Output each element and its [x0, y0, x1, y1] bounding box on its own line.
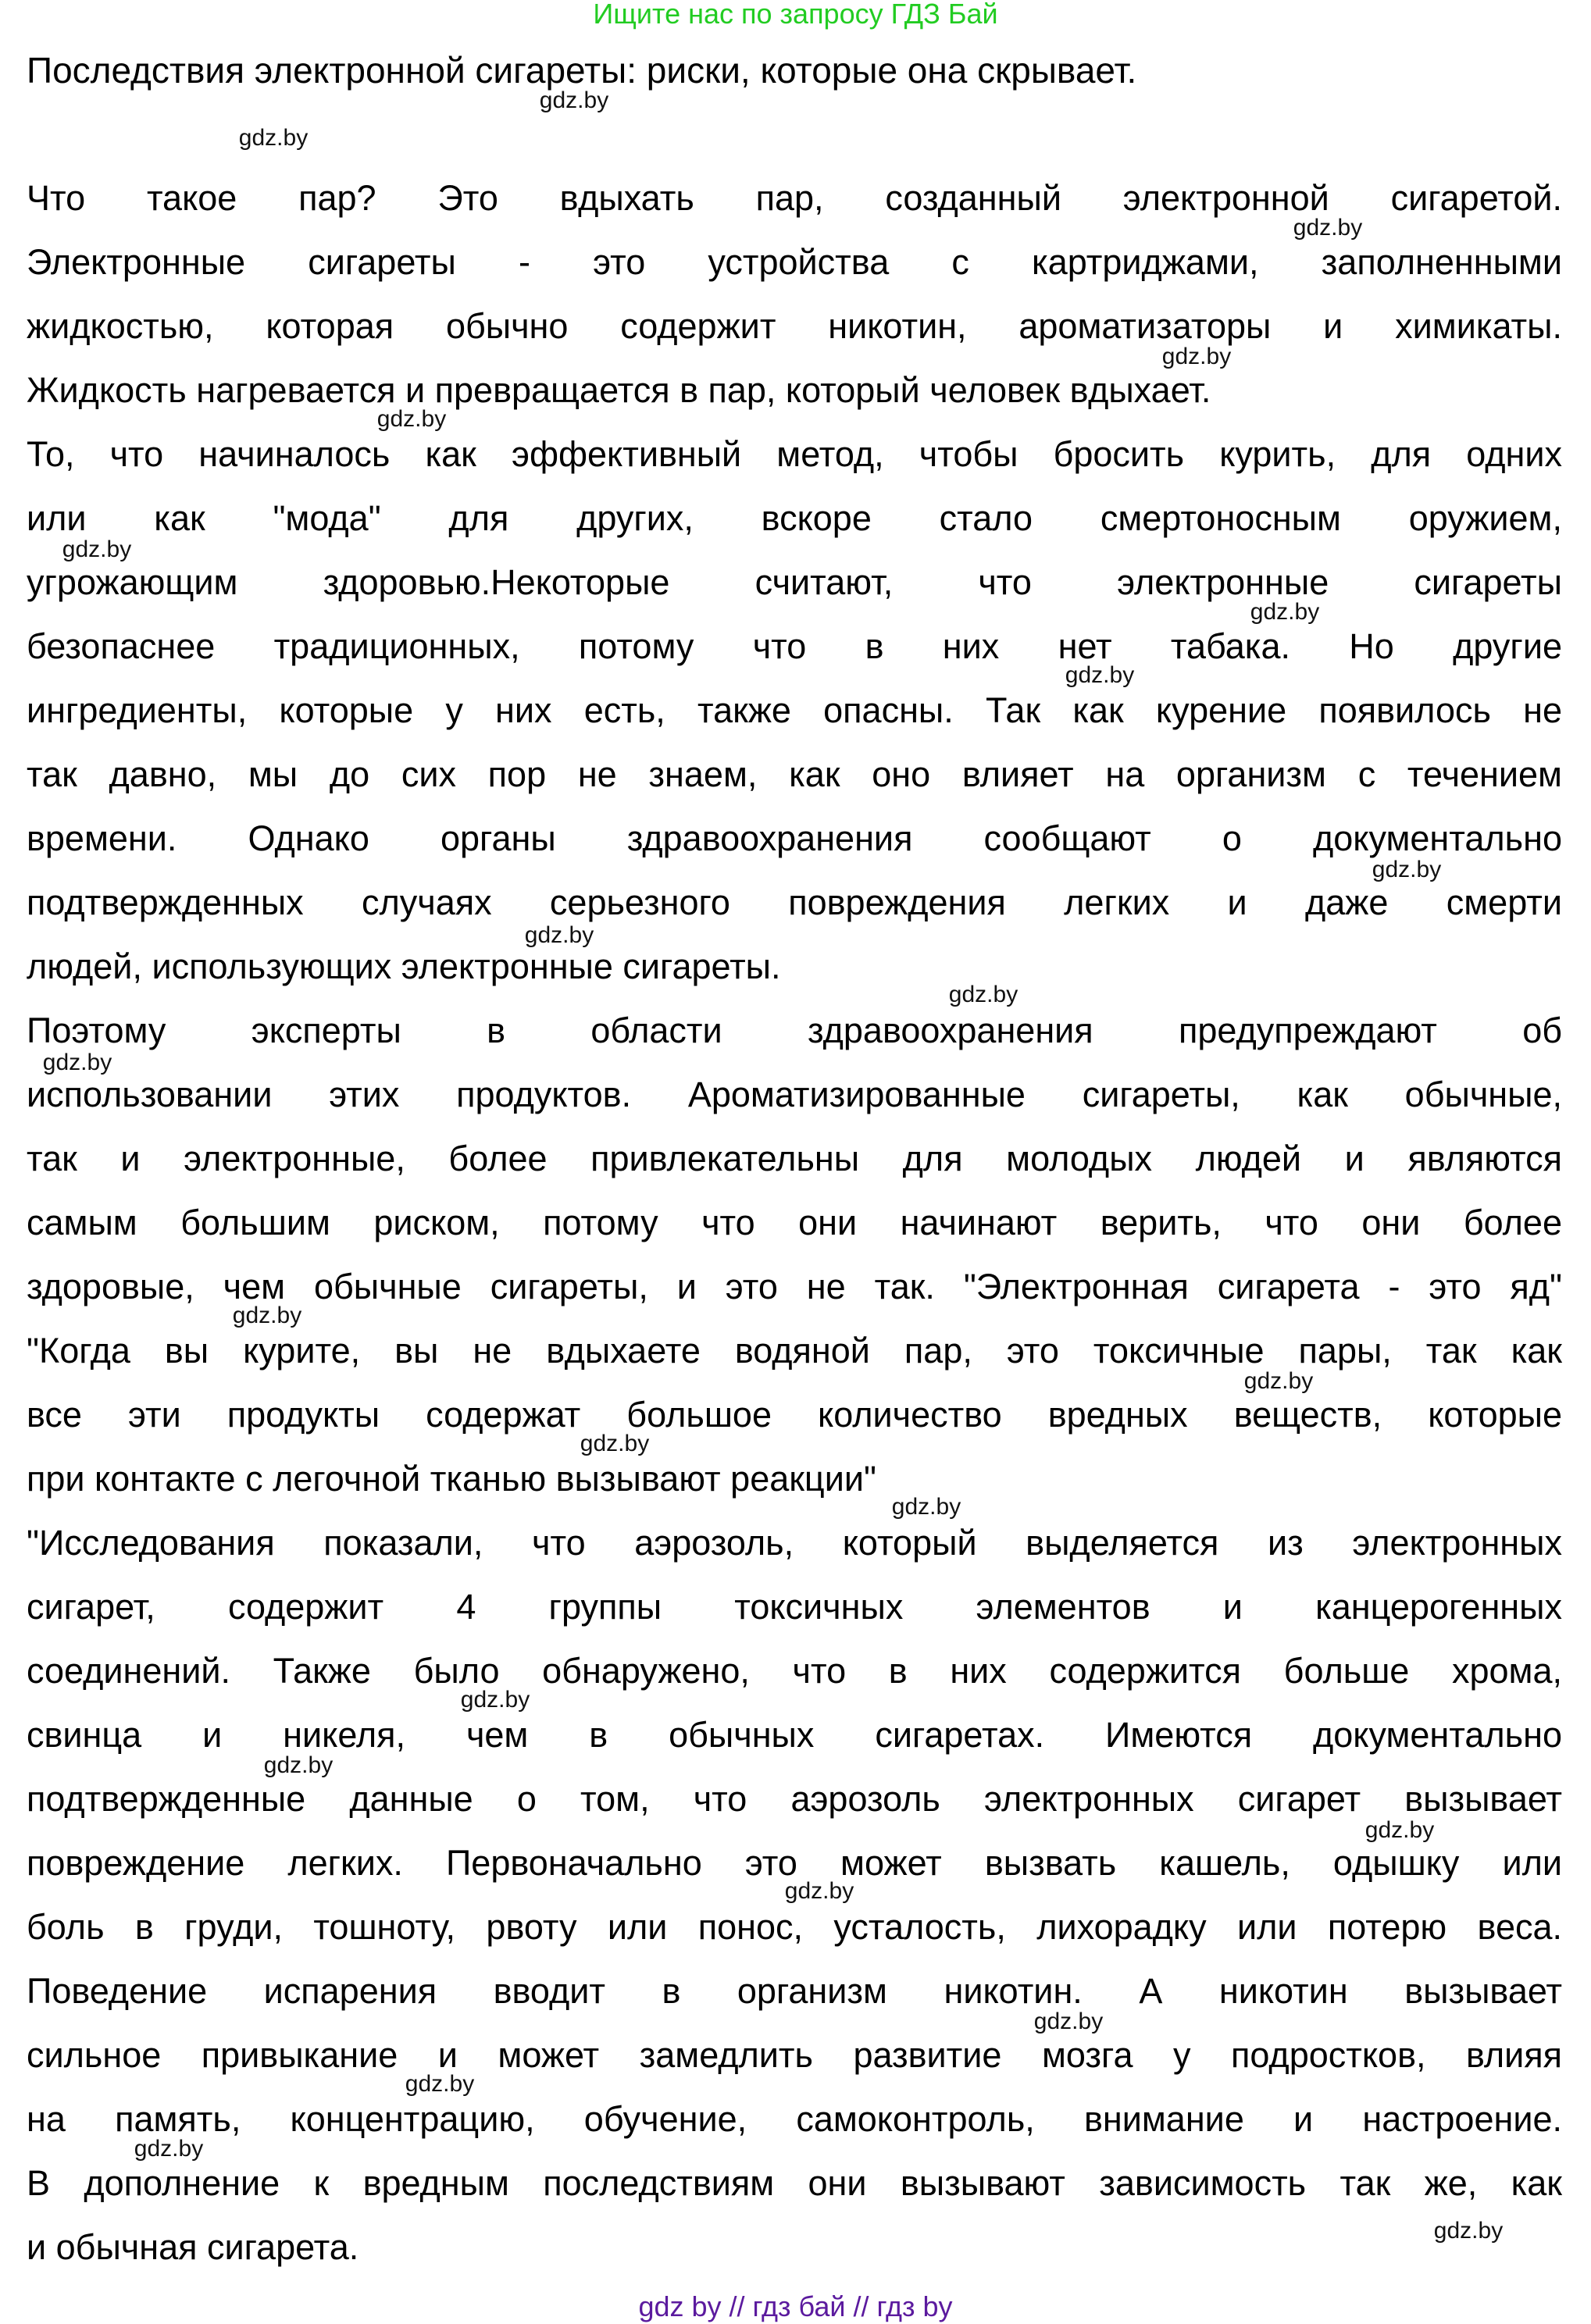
watermark: gdz.by	[539, 87, 609, 113]
watermark: gdz.by	[1293, 215, 1363, 241]
text-line: То, что начиналось как эффективный метод, чтобы бросить курить, для одних	[27, 434, 1562, 474]
text-line: использовании этих продуктов. Ароматизированные сигареты, как обычные,	[27, 1075, 1562, 1114]
watermark: gdz.by	[232, 1303, 302, 1328]
watermark: gdz.by	[405, 2071, 475, 2097]
watermark: gdz.by	[948, 982, 1018, 1007]
watermark: gdz.by	[580, 1431, 650, 1456]
watermark: gdz.by	[524, 922, 594, 948]
watermark: gdz.by	[1033, 2009, 1104, 2034]
watermark: gdz.by	[1161, 344, 1232, 369]
text-line: соединений. Также было обнаружено, что в них содержится больше хрома,	[27, 1651, 1562, 1691]
text-line: подтвержденных случаях серьезного повреждения легких и даже смерти	[27, 882, 1562, 922]
search-hint-banner: Ищите нас по запросу ГДЗ Бай	[593, 0, 998, 30]
watermark: gdz.by	[134, 2136, 204, 2162]
text-line: угрожающим здоровью.Некоторые считают, что электронные сигареты	[27, 562, 1562, 602]
text-line: свинца и никеля, чем в обычных сигаретах. Имеются документально	[27, 1715, 1562, 1755]
text-line: времени. Однако органы здравоохранения сообщают о документально	[27, 818, 1562, 858]
watermark: gdz.by	[1364, 1817, 1435, 1843]
text-line: жидкостью, которая обычно содержит никотин, ароматизаторы и химикаты.	[27, 306, 1562, 346]
text-line: самым большим риском, потому что они начинают верить, что они более	[27, 1203, 1562, 1242]
watermark: gdz.by	[42, 1050, 112, 1075]
watermark: gdz.by	[784, 1878, 854, 1904]
text-line: при контакте с легочной тканью вызывают реакции"	[27, 1459, 876, 1499]
footer-links: gdz by // гдз бай // гдз by	[638, 2290, 953, 2322]
text-line: сильное привыкание и может замедлить развитие мозга у подростков, влияя	[27, 2035, 1562, 2075]
text-line: В дополнение к вредным последствиям они вызывают зависимость так же, как	[27, 2163, 1562, 2203]
text-line: ингредиенты, которые у них есть, также опасны. Так как курение появилось не	[27, 690, 1562, 730]
text-line: на память, концентрацию, обучение, самоконтроль, внимание и настроение.	[27, 2099, 1562, 2139]
document-title: Последствия электронной сигареты: риски, которые она скрывает.	[27, 50, 1137, 91]
text-line: людей, использующих электронные сигареты.	[27, 946, 781, 986]
text-line: повреждение легких. Первоначально это может вызвать кашель, одышку или	[27, 1843, 1562, 1883]
watermark: gdz.by	[376, 406, 447, 432]
text-line: так и электронные, более привлекательны для молодых людей и являются	[27, 1139, 1562, 1178]
text-line: Поведение испарения вводит в организм никотин. А никотин вызывает	[27, 1971, 1562, 2011]
watermark: gdz.by	[263, 1752, 334, 1778]
text-line: здоровые, чем обычные сигареты, и это не так. "Электронная сигарета - это яд"	[27, 1267, 1562, 1306]
text-line: боль в груди, тошноту, рвоту или понос, усталость, лихорадку или потерю веса.	[27, 1907, 1562, 1947]
watermark: gdz.by	[1372, 857, 1442, 882]
watermark: gdz.by	[460, 1687, 530, 1713]
watermark: gdz.by	[1243, 1368, 1314, 1394]
text-line: Что такое пар? Это вдыхать пар, созданный электронной сигаретой.	[27, 178, 1562, 218]
watermark: gdz.by	[891, 1494, 961, 1520]
text-line: "Когда вы курите, вы не вдыхаете водяной пар, это токсичные пары, так как	[27, 1331, 1562, 1371]
watermark: gdz.by	[1433, 2218, 1504, 2244]
text-line: так давно, мы до сих пор не знаем, как оно влияет на организм с течением	[27, 754, 1562, 794]
watermark: gdz.by	[62, 536, 132, 562]
text-line: и обычная сигарета.	[27, 2227, 359, 2267]
text-line: Поэтому эксперты в области здравоохранения предупреждают об	[27, 1011, 1562, 1050]
text-line: все эти продукты содержат большое количество вредных веществ, которые	[27, 1395, 1562, 1435]
text-line: безопаснее традиционных, потому что в них нет табака. Но другие	[27, 626, 1562, 666]
document-body	[27, 166, 1562, 2279]
watermark: gdz.by	[1065, 662, 1135, 688]
watermark: gdz.by	[1250, 599, 1320, 625]
text-line: "Исследования показали, что аэрозоль, который выделяется из электронных	[27, 1523, 1562, 1563]
text-line: сигарет, содержит 4 группы токсичных элементов и канцерогенных	[27, 1587, 1562, 1627]
text-line: Электронные сигареты - это устройства с картриджами, заполненными	[27, 242, 1562, 282]
text-line: или как "мода" для других, вскоре стало смертоносным оружием,	[27, 498, 1562, 538]
text-line: Жидкость нагревается и превращается в пар, который человек вдыхает.	[27, 370, 1211, 410]
text-line: подтвержденные данные о том, что аэрозоль электронных сигарет вызывает	[27, 1779, 1562, 1819]
watermark: gdz.by	[238, 125, 309, 151]
